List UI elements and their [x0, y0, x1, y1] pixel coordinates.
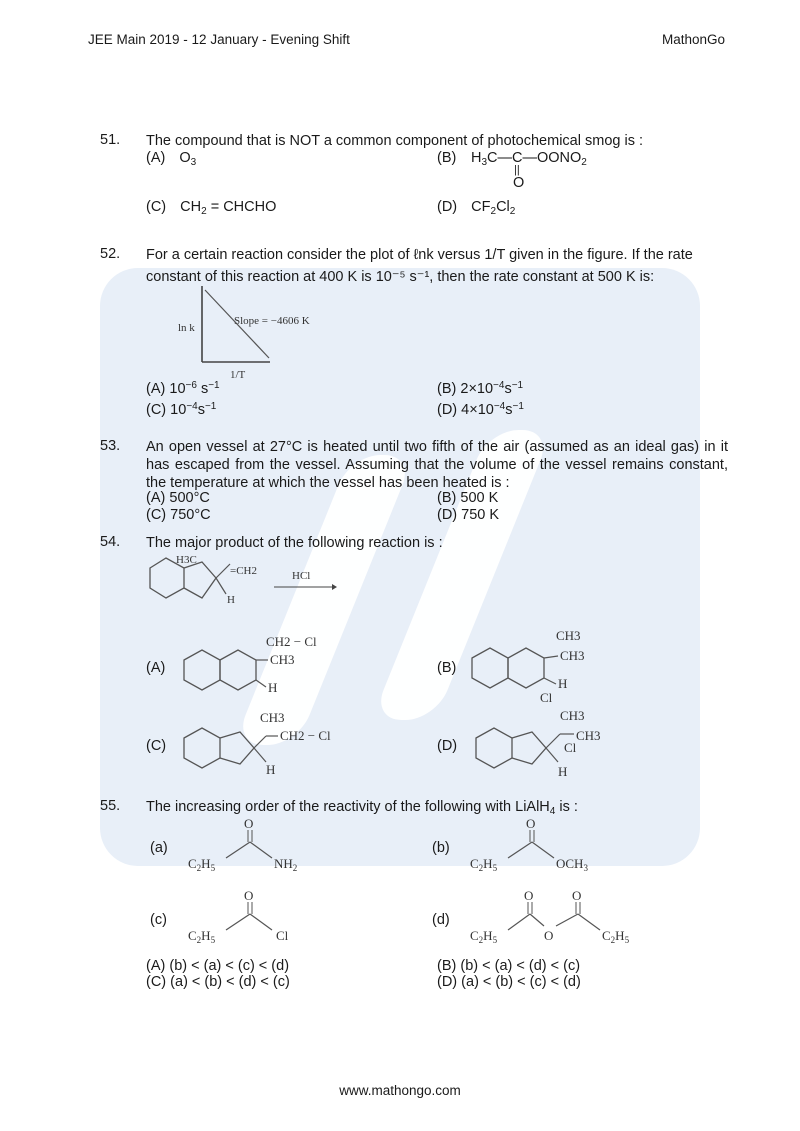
svg-text:CH2 − Cl: CH2 − Cl: [280, 728, 331, 743]
svg-text:CH3: CH3: [560, 708, 585, 723]
compound-a-structure: [186, 816, 326, 880]
option-c[interactable]: (C) $10^{-4}s^{-1}$: [146, 401, 217, 418]
question-text: The major product of the following reaction is :: [146, 535, 443, 551]
svg-text:CH3: CH3: [560, 648, 585, 663]
option-b[interactable]: (B): [437, 660, 457, 676]
question-text: The increasing order of the reactivity of the following with LiAlH$_4$ is :: [146, 799, 578, 817]
svg-text:H: H: [558, 676, 568, 691]
question-number: 55.: [100, 798, 121, 814]
svg-text:O: O: [244, 888, 254, 903]
question-number: 53.: [100, 438, 121, 454]
svg-text:=CH2: =CH2: [230, 565, 257, 577]
svg-text:H3C: H3C: [176, 554, 197, 566]
svg-text:Cl: Cl: [564, 740, 577, 755]
slope-label: Slope = −4606 K: [234, 315, 310, 327]
option-b[interactable]: (B) $H_3C—C—OONO_2$ || O: [437, 150, 587, 191]
footer-url[interactable]: www.mathongo.com: [339, 1083, 461, 1098]
option-a[interactable]: (A) $O_3$: [146, 150, 197, 168]
svg-text:O: O: [526, 816, 536, 831]
compound-d-structure: [468, 888, 658, 952]
option-b[interactable]: (B) $2\times 10^{-4}s^{-1}$: [437, 380, 524, 397]
svg-text:OCH3: $OCH_3$: [556, 856, 588, 873]
reagent-label: HCl: [292, 570, 311, 582]
svg-text:Cl: Cl: [540, 690, 553, 705]
svg-text:H: H: [227, 594, 235, 606]
option-b-structure: $H_3C—C—OONO_2$: [471, 150, 587, 168]
svg-text:O: O: [572, 888, 582, 903]
page-header-brand: MathonGo: [662, 32, 726, 47]
svg-text:C2H5: $C_2H_5$: [470, 856, 498, 873]
carbonyl-oxygen: O: [513, 175, 525, 191]
svg-text:CH3: CH3: [556, 628, 581, 643]
compound-b-structure: [468, 816, 618, 880]
svg-text:O: O: [244, 816, 254, 831]
option-a-value: $O_3$: [179, 150, 197, 168]
svg-text:C2H5: $C_2H_5$: [470, 928, 498, 945]
compound-d-label: (d): [432, 912, 450, 928]
c2h5-label: $C_2H_5$: [188, 856, 216, 873]
svg-text:C2H5: $C_2H_5$: [188, 928, 216, 945]
svg-text:H: H: [558, 764, 568, 779]
option-d-value: $CF_2Cl_2$: [471, 199, 516, 217]
question-text-line-2: constant of this reaction at 400 K is 10⁻⁵ s⁻¹, then the rate constant at 500 K is:: [146, 269, 655, 285]
question-text-line-1: For a certain reaction consider the plot of ℓnk versus 1/T given in the figure. If the rate: [146, 247, 693, 263]
compound-c-label: (c): [150, 912, 167, 928]
svg-text:CH3: CH3: [576, 728, 601, 743]
option-c-value: $CH_2$ = CHCHO: [180, 199, 277, 217]
svg-text:CH2 − Cl: CH2 − Cl: [266, 634, 317, 649]
question-number: 51.: [100, 132, 121, 148]
page-header-title: JEE Main 2019 - 12 January - Evening Shift: [88, 32, 350, 47]
option-b[interactable]: (B) 500 K: [437, 490, 499, 506]
option-c[interactable]: (C) (a) < (b) < (d) < (c): [146, 974, 290, 990]
option-d[interactable]: (D) 750 K: [437, 507, 500, 523]
option-d[interactable]: (D): [437, 738, 458, 754]
svg-text:O: O: [544, 928, 554, 943]
option-d[interactable]: (D) $CF_2Cl_2$: [437, 199, 516, 217]
compound-b-label: (b): [432, 840, 450, 856]
svg-text:H: H: [266, 762, 276, 777]
compound-a-label: (a): [150, 840, 168, 856]
option-c[interactable]: (C): [146, 738, 167, 754]
option-d[interactable]: (D) (a) < (b) < (c) < (d): [437, 974, 581, 990]
svg-text:C2H5: $C_2H_5$: [602, 928, 630, 945]
double-bond-mark: ||: [514, 164, 520, 176]
svg-text:NH2: $NH_2$: [274, 856, 298, 873]
y-axis-label: ln k: [178, 322, 195, 334]
svg-text:CH3: CH3: [270, 652, 295, 667]
option-a[interactable]: (A): [146, 660, 166, 676]
option-a[interactable]: (A) $10^{-6}$ $s^{-1}$: [146, 380, 220, 397]
svg-text:CH3: CH3: [260, 710, 285, 725]
option-a[interactable]: (A) 500°C: [146, 490, 210, 506]
option-b[interactable]: (B) (b) < (a) < (d) < (c): [437, 958, 581, 974]
option-d[interactable]: (D) $4\times 10^{-4}s^{-1}$: [437, 401, 524, 418]
option-a[interactable]: (A) (b) < (a) < (c) < (d): [146, 958, 290, 974]
svg-text:H: H: [268, 680, 278, 695]
compound-c-structure: [186, 888, 326, 952]
question-number: 52.: [100, 246, 121, 262]
question-text: An open vessel at 27°C is heated until two fifth of the air (assumed as an ideal gas) in it has escaped from the vessel. Assuming that the volume of the vessel remains constant, the temperature at which the vessel has been heated is :: [146, 439, 728, 491]
svg-text:O: O: [524, 888, 534, 903]
svg-text:Cl: Cl: [276, 928, 289, 943]
question-number: 54.: [100, 534, 121, 550]
question-text: The compound that is NOT a common component of photochemical smog is :: [146, 133, 644, 149]
option-c[interactable]: (C) 750°C: [146, 507, 211, 523]
x-axis-label: 1/T: [230, 369, 246, 381]
option-c[interactable]: (C) $CH_2$ = CHCHO: [146, 199, 277, 217]
